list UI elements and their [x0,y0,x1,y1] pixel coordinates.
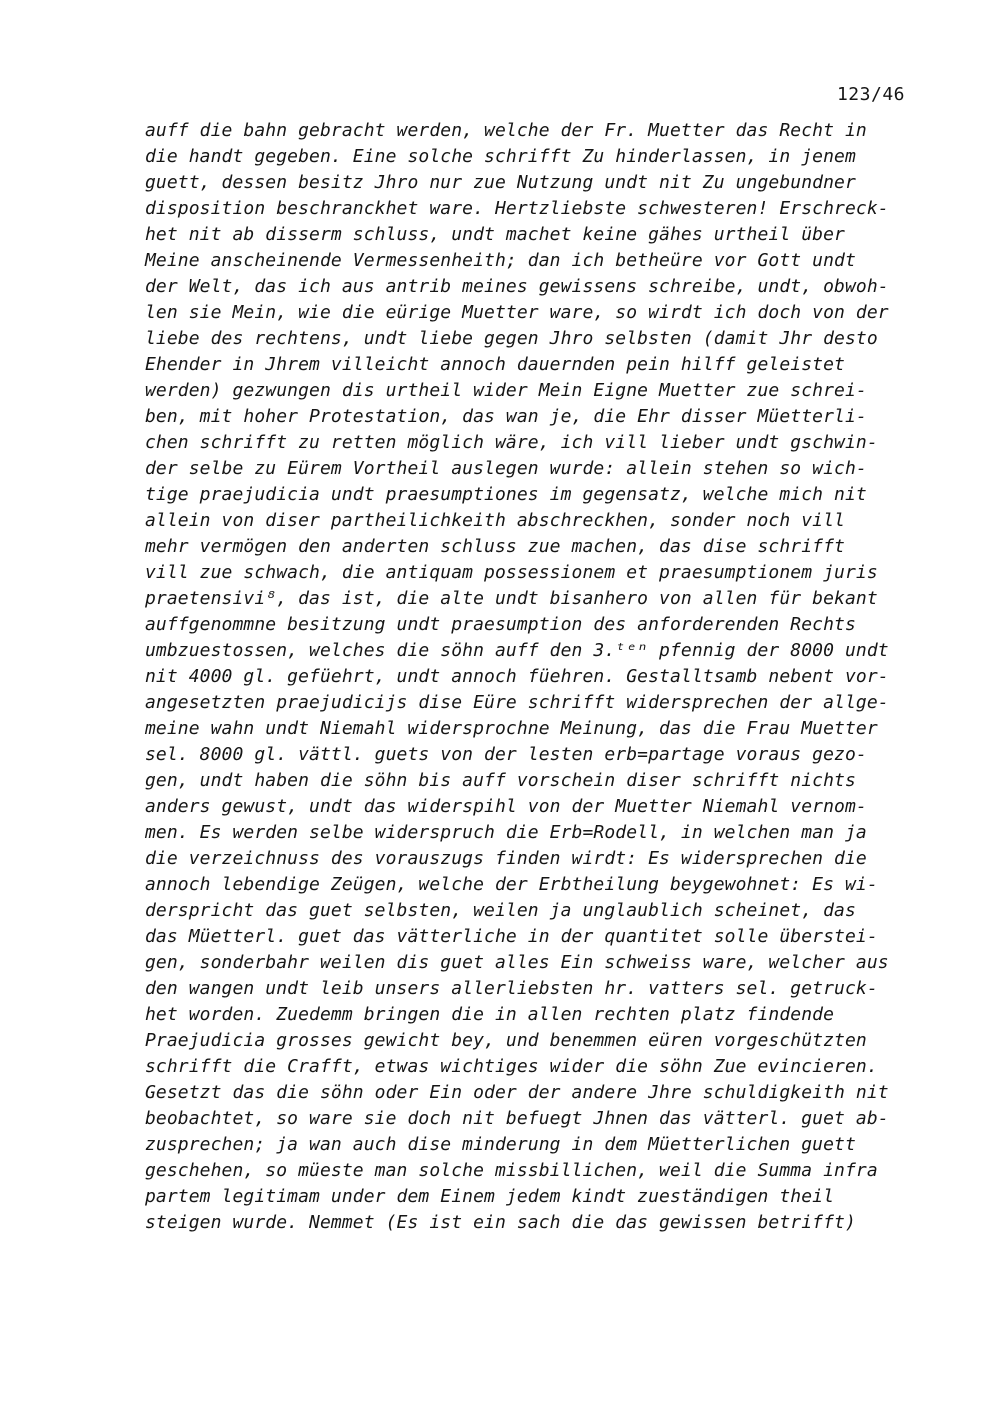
text-line: len sie Mein, wie die eürige Muetter ware, so wirdt ich doch von der [145,302,889,323]
text-line: die handt gegeben. Eine solche schrifft Zu hinderlassen, in jenem [145,146,856,167]
text-line: vill zue schwach, die antiquam possessionem et praesumptionem juris [145,562,878,583]
text-line: der selbe zu Eürem Vortheil auslegen wurde: allein stehen so wich- [145,458,867,479]
text-line: auffgenommne besitzung undt praesumption des anforderenden Rechts [145,614,856,635]
text-line: chen schrifft zu retten möglich wäre, ich vill lieber undt gschwin- [145,432,878,453]
text-line: ben, mit hoher Protestation, das wan je, die Ehr disser Müetterli- [145,406,867,427]
text-line: Praejudicia grosses gewicht bey, und benemmen eüren vorgeschützten [145,1030,867,1051]
text-line: der Welt, das ich aus antrib meines gewissens schreibe, undt, obwoh- [145,276,889,297]
text-line: het worden. Zuedemm bringen die in allen rechten platz findende [145,1004,835,1025]
text-line: das Müetterl. guet das vätterliche in der quantitet solle überstei- [145,926,878,947]
text-line: liebe des rechtens, undt liebe gegen Jhro selbsten (damit Jhr desto [145,328,878,349]
text-line: tige praejudicia undt praesumptiones im gegensatz, welche mich nit [145,484,867,505]
document-body [145,118,935,1236]
text-line: den wangen undt leib unsers allerliebsten hr. vatters sel. getruck- [145,978,878,999]
text-line: annoch lebendige Zeügen, welche der Erbtheilung beygewohnet: Es wi- [145,874,878,895]
text-line: angesetzten praejudicijs dise Eüre schrifft widersprechen der allge- [145,692,889,713]
page-number: 123/46 [836,84,905,105]
text-line: derspricht das guet selbsten, weilen ja unglaublich scheinet, das [145,900,856,921]
text-line: schrifft die Crafft, etwas wichtiges wider die söhn Zue evincieren. [145,1056,878,1077]
text-line: die verzeichnuss des vorauszugs finden wirdt: Es widersprechen die [145,848,867,869]
text-line: nit 4000 gl. gefüehrt, undt annoch füehren. Gestalltsamb nebent vor- [145,666,889,687]
text-line: meine wahn undt Niemahl widersprochne Meinung, das die Frau Muetter [145,718,878,739]
text-line: auff die bahn gebracht werden, welche der Fr. Muetter das Recht in [145,120,867,141]
text-line: beobachtet, so ware sie doch nit befuegt Jhnen das vätterl. guet ab- [145,1108,889,1129]
text-line: zusprechen; ja wan auch dise minderung in dem Müetterlichen guett [145,1134,856,1155]
text-line: gen, sonderbahr weilen dis guet alles Ein schweiss ware, welcher aus [145,952,889,973]
text-line: mehr vermögen den anderten schluss zue machen, das dise schrifft [145,536,845,557]
text-line: praetensivi⁸, das ist, die alte undt bisanhero von allen für bekant [145,588,878,609]
text-line: Meine anscheinende Vermessenheith; dan ich betheüre vor Gott undt [145,250,856,271]
text-line: allein von diser partheilichkeith abschreckhen, sonder noch vill [145,510,845,531]
text-line: steigen wurde. Nemmet (Es ist ein sach die das gewissen betrifft) [145,1212,856,1233]
text-line: sel. 8000 gl. vättl. guets von der lesten erb=partage voraus gezo- [145,744,867,765]
text-line: partem legitimam under dem Einem jedem kindt zueständigen theil [145,1186,835,1207]
text-line: Gesetzt das die söhn oder Ein oder der andere Jhre schuldigkeith nit [145,1082,889,1103]
text-line: geschehen, so müeste man solche missbillichen, weil die Summa infra [145,1160,878,1181]
text-line: men. Es werden selbe widerspruch die Erb=Rodell, in welchen man ja [145,822,867,843]
text-line: gen, undt haben die söhn bis auff vorschein diser schrifft nichts [145,770,856,791]
text-line: Ehender in Jhrem villeicht annoch dauernden pein hilff geleistet [145,354,845,375]
text-line: werden) gezwungen dis urtheil wider Mein Eigne Muetter zue schrei- [145,380,867,401]
text-line: anders gewust, undt das widerspihl von der Muetter Niemahl vernom- [145,796,867,817]
text-line: disposition beschranckhet ware. Hertzliebste schwesteren! Erschreck- [145,198,889,219]
text-line: het nit ab disserm schluss, undt machet keine gähes urtheil über [145,224,845,245]
text-line: guett, dessen besitz Jhro nur zue Nutzung undt nit Zu ungebundner [145,172,856,193]
text-line: umbzuestossen, welches die söhn auff den 3.ᵗᵉⁿ pfennig der 8000 undt [145,640,889,661]
